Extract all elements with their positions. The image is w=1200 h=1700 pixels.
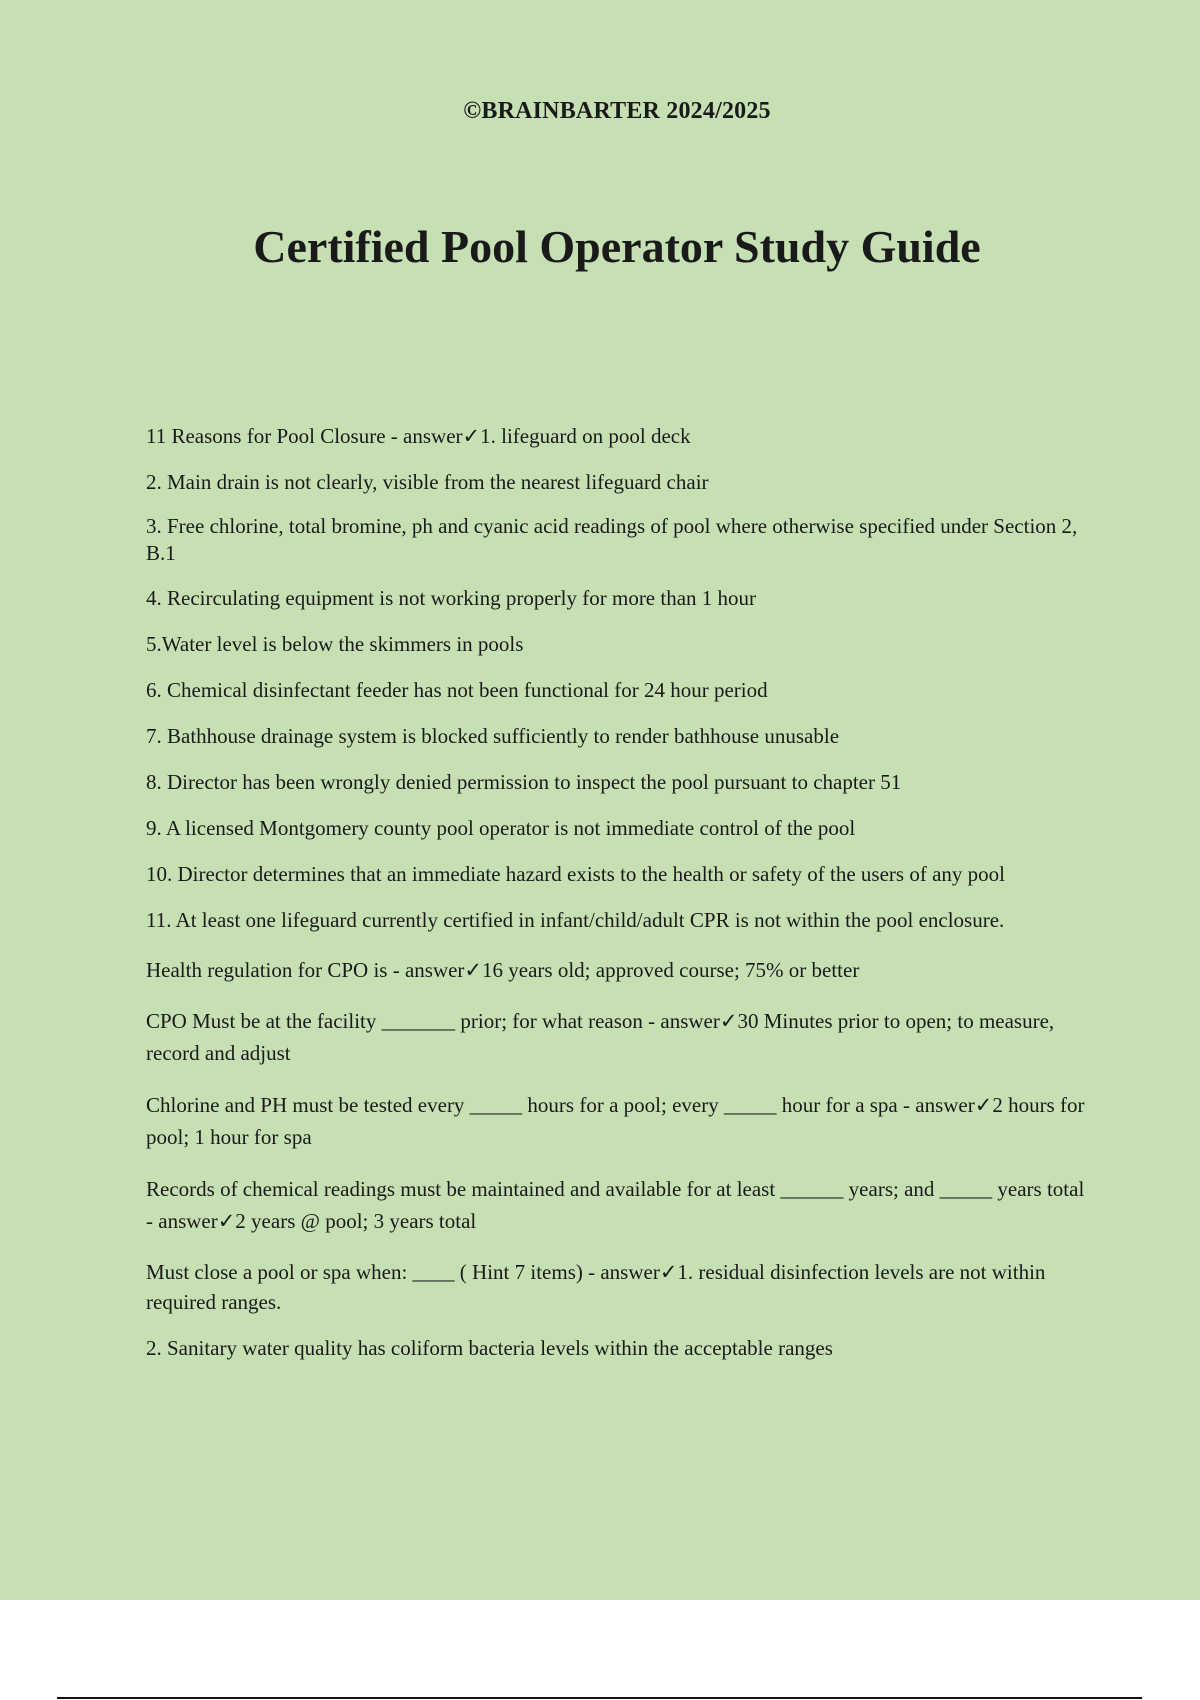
study-entry: 10. Director determines that an immediate hazard exists to the health or safety of the users of any pool [146, 862, 1005, 886]
study-entry: 11 Reasons for Pool Closure - answer✓1. lifeguard on pool deck [146, 424, 691, 448]
study-entry: 11. At least one lifeguard currently certified in infant/child/adult CPR is not within the pool enclosure. [146, 908, 1005, 932]
study-entry: 4. Recirculating equipment is not working properly for more than 1 hour [146, 586, 757, 610]
study-entry: Health regulation for CPO is - answer✓16 years old; approved course; 75% or better [146, 958, 860, 982]
footer-rule [57, 1697, 1142, 1699]
study-entry: 2. Sanitary water quality has coliform bacteria levels within the acceptable ranges [146, 1336, 833, 1360]
study-entry: 2. Main drain is not clearly, visible from the nearest lifeguard chair [146, 470, 709, 494]
study-entry: 7. Bathhouse drainage system is blocked sufficiently to render bathhouse unusable [146, 724, 840, 748]
study-entry: Must close a pool or spa when: ____ ( Hint 7 items) - answer✓1. residual disinfection levels are not within required ranges. [146, 1260, 1046, 1314]
copyright-header: ©BRAINBARTER 2024/2025 [463, 98, 771, 124]
study-entry: 6. Chemical disinfectant feeder has not been functional for 24 hour period [146, 678, 768, 702]
study-entry: 3. Free chlorine, total bromine, ph and cyanic acid readings of pool where otherwise specified under Section 2, B.1 [146, 514, 1078, 565]
study-entry: Records of chemical readings must be maintained and available for at least ______ years; and _____ years total - answer✓2 years @ pool; 3 years total [146, 1177, 1085, 1233]
study-content [146, 421, 1096, 1363]
study-entry: 8. Director has been wrongly denied permission to inspect the pool pursuant to chapter 51 [146, 770, 902, 794]
study-entry: Chlorine and PH must be tested every _____ hours for a pool; every _____ hour for a spa - answer✓2 hours for pool; 1 hour for spa [146, 1093, 1085, 1149]
study-entry: CPO Must be at the facility _______ prior; for what reason - answer✓30 Minutes prior to open; to measure, record and adjust [146, 1009, 1055, 1065]
study-entry: 9. A licensed Montgomery county pool operator is not immediate control of the pool [146, 816, 856, 840]
study-entry: 5.Water level is below the skimmers in pools [146, 632, 524, 656]
page-title: Certified Pool Operator Study Guide [253, 221, 981, 272]
